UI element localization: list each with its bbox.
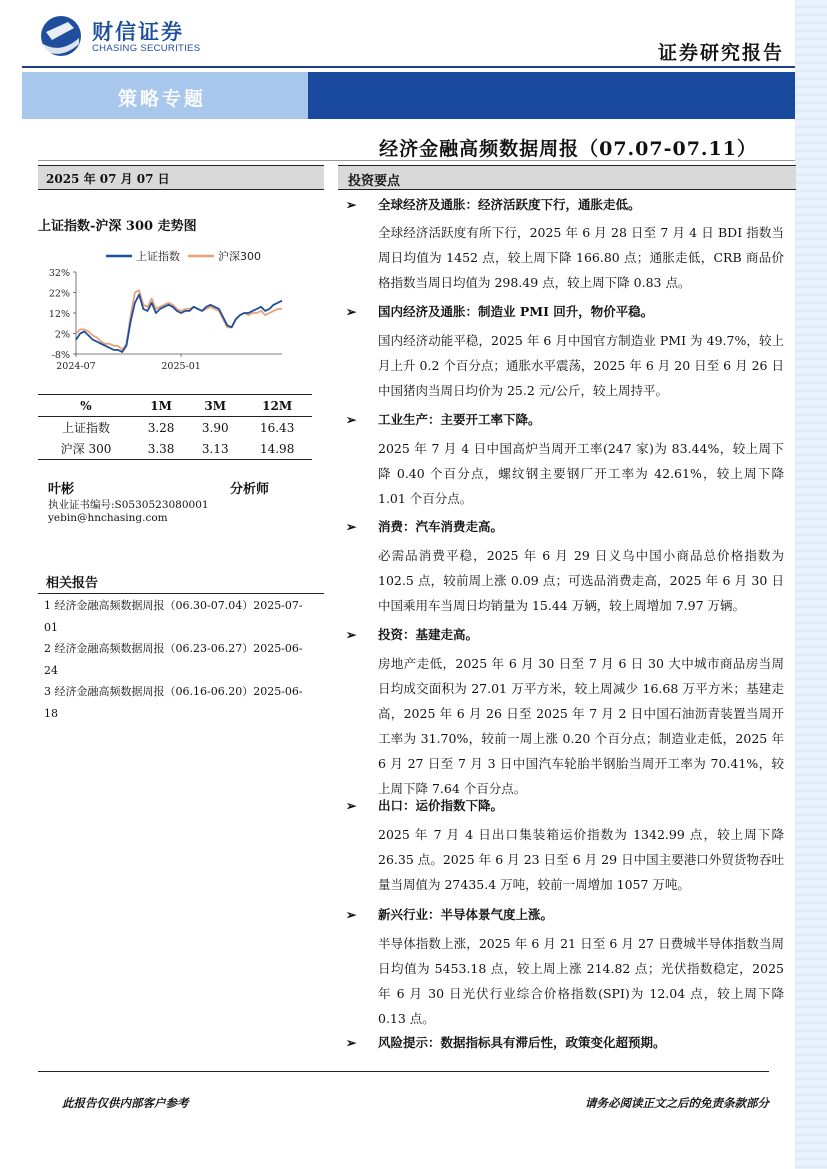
table-header-row [38,395,312,417]
table-cell: 3.38 [134,438,188,460]
table-cell: 3.90 [201,420,229,435]
section-body: 国内经济动能平稳，2025 年 6 月中国官方制造业 PMI 为 49.7%，较上月上升 0.2 个百分点；通胀水平震荡，2025 年 6 月 20 日至 6 月 26 日中国猪肉当周日均价为 25.2 元/公斤，较上周持平。 [378,333,784,398]
legend-label: 沪深300 [218,250,261,263]
related-report-line: 18 [44,707,58,720]
key-points-title: 投资要点 [348,174,401,189]
analyst-license: 执业证书编号:S0530523080001 [48,499,209,511]
related-report-line: 3 经济金融高频数据周报（06.16-06.20）2025-06- [44,685,303,698]
performance-table [38,394,312,460]
arrow-bullet-icon: ➢ [346,412,357,427]
analyst-email[interactable]: yebin@hnchasing.com [48,512,168,524]
section-body: 必需品消费平稳，2025 年 6 月 29 日义乌中国小商品总价格指数为 102.5 点，较前周上涨 0.09 点；可选品消费走高，2025 年 6 月 30 日中国乘用车当周日均销量为 15.44 万辆，较上周增加 7.97 万辆。 [378,548,784,613]
y-tick-label: 12% [48,309,70,320]
section-heading: ➢ 国内经济及通胀：制造业 PMI 回升，物价平稳。 [346,304,654,319]
title-rule [38,160,795,161]
section-heading: ➢ 全球经济及通胀：经济活跃度下行，通胀走低。 [346,197,641,212]
chart-axes [49,268,282,372]
chart-legend [106,249,261,263]
related-reports-title: 相关报告 [46,576,99,591]
section-body: 2025 年 7 月 4 日出口集装箱运价指数为 1342.99 点，较上周下降 26.35 点。2025 年 6 月 23 日至 6 月 29 日中国主要港口外贸货物吞吐量当周值为 27435.4 万吨，较前一周增加 1057 万吨。 [378,827,784,892]
table-cell: 沪深 300 [38,438,134,460]
y-tick-label: -8% [51,350,70,361]
x-tick-label: 2025-01 [161,361,201,372]
side-stripe [795,0,827,1169]
arrow-bullet-icon: ➢ [346,907,357,922]
section-heading: ➢ 消费：汽车消费走高。 [346,519,504,534]
arrow-bullet-icon: ➢ [346,1035,357,1050]
table-cell: 14.98 [242,438,312,460]
table-header-cell: 3M [188,395,242,417]
table-row [38,438,312,460]
analyst-role: 分析师 [230,482,270,497]
arrow-bullet-icon: ➢ [346,519,357,534]
y-tick-label: 22% [48,288,70,300]
report-title: 经济金融高频数据周报（07.07-07.11） [379,138,757,160]
arrow-bullet-icon: ➢ [346,197,357,212]
chart-lines [76,290,282,352]
table-cell: 16.43 [259,420,295,435]
section-body: 全球经济活跃度有所下行，2025 年 6 月 28 日至 7 月 4 日 BDI 指数当周日均值为 1452 点，较上周下降 166.80 点；通胀走低，CRB 商品价格指数当周日均值为 298.49 点，较上周下降 0.83 点。 [378,225,784,290]
report-type: 证券研究报告 [657,42,784,64]
section-heading: ➢ 投资：基建走高。 [346,627,479,642]
banner-dark [308,72,795,119]
arrow-bullet-icon: ➢ [346,304,357,319]
section-body: 半导体指数上涨，2025 年 6 月 21 日至 6 月 27 日费城半导体指数当周日均值为 5453.18 点，较上周上涨 214.82 点；光伏指数稳定，2025 年 6 月 30 日光伏行业综合价格指数(SPI)为 12.04 点，较上周下降 0.13 点。 [378,936,784,1026]
series-line [76,290,282,350]
section-heading: ➢ 工业生产：主要开工率下降。 [346,412,541,427]
analyst-name: 叶彬 [48,482,75,497]
table-row [38,417,312,439]
section-heading: ➢ 出口：运价指数下降。 [346,798,504,813]
date-box [38,165,324,190]
section-heading: ➢ 风险提示：数据指标具有滞后性，政策变化超预期。 [346,1035,666,1050]
report-date: 2025 年 07 月 07 日 [46,172,170,186]
section-body: 房地产走低，2025 年 6 月 30 日至 7 月 6 日 30 大中城市商品房当周日均成交面积为 27.01 万平方米，较上周减少 16.68 万平方米；基建走高，2025 年 6 月 26 日至 2025 年 7 月 2 日中国石油沥青装置当周开工率为 31.70%，较前一周上涨 0.20 个百分点；制造业走低，2025 年 6 月 27 日至 7 月 3 日中国汽车轮胎半钢胎当周开工率为 70.41%，较上周下降 7.64 个百分点。 [378,656,784,796]
legend-label: 上证指数 [136,250,180,263]
table-header-cell: % [38,395,134,417]
related-report-line: 01 [44,621,58,634]
related-report-line: 1 经济金融高频数据周报（06.30-07.04）2025-07- [44,599,303,612]
company-logo-icon [38,14,84,58]
section-body: 2025 年 7 月 4 日中国高炉当周开工率(247 家)为 83.44%，较上周下降 0.40 个百分点，螺纹钢主要钢厂开工率为 42.61%，较上周下降 1.01 个百分点。 [378,441,784,506]
x-tick-label: 2024-07 [56,361,96,372]
related-report-item[interactable] [44,595,314,639]
related-reports-header [38,571,324,594]
section-heading: ➢ 新兴行业：半导体景气度上涨。 [346,907,554,922]
table-header-cell: 1M [134,395,188,417]
table-cell: 3.13 [188,438,242,460]
logo-text-cn: 财信证券 [92,20,184,44]
y-tick-label: 2% [54,329,70,341]
footer-disclaimer: 请务必阅读正文之后的免责条款部分 [585,1096,769,1110]
footer-note: 此报告仅供内部客户参考 [62,1096,189,1110]
table-cell: 上证指数 [61,421,110,435]
arrow-bullet-icon: ➢ [346,798,357,813]
banner-label: 策略专题 [118,88,207,110]
arrow-bullet-icon: ➢ [346,627,357,642]
key-points-box [338,165,796,190]
index-trend-chart [38,236,324,386]
footer-rule [38,1071,769,1072]
related-report-item[interactable] [44,681,314,725]
table-cell: 3.28 [147,420,175,435]
related-report-line: 2 经济金融高频数据周报（06.23-06.27）2025-06- [44,642,303,655]
logo-text-en: CHASING SECURITIES [92,43,201,54]
related-report-item[interactable] [44,638,314,682]
header-rule [22,66,795,68]
y-tick-label: 32% [48,268,70,279]
chart-section-title: 上证指数-沪深 300 走势图 [38,219,197,234]
related-report-line: 24 [44,664,58,677]
table-header-cell: 12M [242,395,312,417]
